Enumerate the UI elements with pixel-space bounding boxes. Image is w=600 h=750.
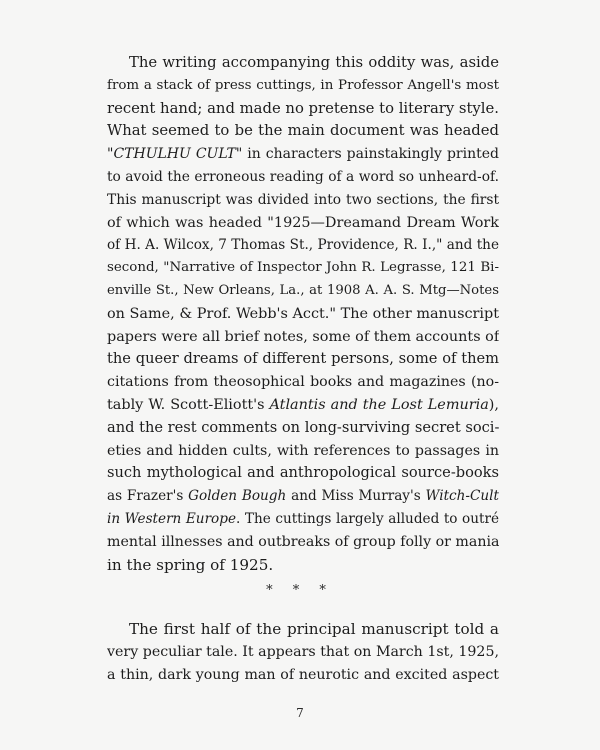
text-segment: as Frazer's	[107, 488, 189, 505]
text-line	[107, 664, 499, 687]
text-line	[107, 485, 499, 508]
text-segment: What seemed to be the main document was headed	[107, 122, 499, 140]
text-line	[107, 280, 499, 303]
text-segment: papers were all brief notes, some of them accounts of	[107, 328, 499, 345]
text-line	[107, 326, 499, 349]
text-line	[107, 98, 499, 121]
text-segment: . The cuttings largely alluded to outré	[236, 510, 499, 527]
text-segment: of H. A. Wilcox, 7 Thomas St., Providence, R. I.," and the	[107, 237, 499, 254]
text-line	[107, 234, 499, 257]
text-line	[107, 303, 499, 326]
text-line	[107, 189, 499, 212]
text-line	[107, 143, 499, 166]
text-segment: such mythological and anthropological source-books	[107, 464, 499, 482]
italic-title: Atlantis and the Lost Lemuria	[269, 396, 489, 413]
text-segment: the queer dreams of different persons, some of them	[107, 350, 499, 368]
text-segment: enville St., New Orleans, La., at 1908 A. A. S. Mtg—Notes	[107, 282, 499, 298]
text-segment: to avoid the erroneous reading of a word so unheard-of.	[107, 168, 499, 185]
text-line	[107, 75, 499, 98]
section-separator: * * *	[266, 583, 334, 598]
italic-title: in Western Europe	[107, 510, 236, 527]
text-line	[107, 508, 499, 531]
text-segment: " in characters painstakingly printed	[235, 146, 499, 163]
text-line	[107, 618, 499, 641]
text-line	[107, 52, 499, 75]
text-line	[107, 166, 499, 189]
text-line	[107, 212, 499, 235]
text-segment: on Same, & Prof. Webb's Acct." The other manuscript	[107, 305, 499, 322]
text-line	[107, 371, 499, 394]
text-segment: recent hand; and made no pretense to literary style.	[107, 99, 499, 117]
text-segment: eties and hidden cults, with references to passages in	[107, 442, 499, 459]
text-line	[107, 554, 499, 577]
paragraph-1	[107, 52, 499, 576]
text-line	[107, 394, 499, 417]
text-line	[107, 440, 499, 463]
text-segment: of which was headed "1925—Dreamand Dream Work	[107, 214, 499, 231]
text-segment: second, "Narrative of Inspector John R. Legrasse, 121 Bi-	[107, 260, 499, 276]
text-segment: in the spring of 1925.	[107, 555, 274, 574]
italic-title: Golden Bough	[188, 488, 287, 505]
text-segment: very peculiar tale. It appears that on March 1st, 1925,	[107, 643, 499, 660]
text-segment: and Miss Murray's	[286, 488, 426, 505]
text-segment: The first half of the principal manuscript told a	[129, 620, 499, 638]
text-segment: mental illnesses and outbreaks of group folly or mania	[107, 533, 499, 550]
text-line	[107, 462, 499, 485]
text-segment: This manuscript was divided into two sections, the first	[107, 191, 499, 208]
text-line	[107, 417, 499, 440]
text-line	[107, 120, 499, 143]
italic-title: Witch-Cult	[425, 488, 499, 505]
text-segment: citations from theosophical books and magazines (no-	[107, 374, 499, 391]
text-line	[107, 257, 499, 280]
text-segment: The writing accompanying this oddity was, aside	[129, 54, 499, 71]
text-segment: ),	[488, 396, 499, 413]
page-number: 7	[296, 706, 304, 720]
text-segment: and the rest comments on long-surviving secret soci-	[107, 418, 499, 436]
text-segment: from a stack of press cuttings, in Professor Angell's most	[107, 77, 499, 93]
text-line	[107, 641, 499, 664]
paragraph-2	[107, 618, 499, 686]
italic-title: CTHULHU CULT	[113, 146, 236, 163]
text-segment: a thin, dark young man of neurotic and excited aspect	[107, 666, 499, 683]
text-line	[107, 531, 499, 554]
text-segment: tably W. Scott-Eliott's	[107, 396, 270, 413]
text-segment: "	[107, 146, 114, 163]
text-line	[107, 348, 499, 371]
